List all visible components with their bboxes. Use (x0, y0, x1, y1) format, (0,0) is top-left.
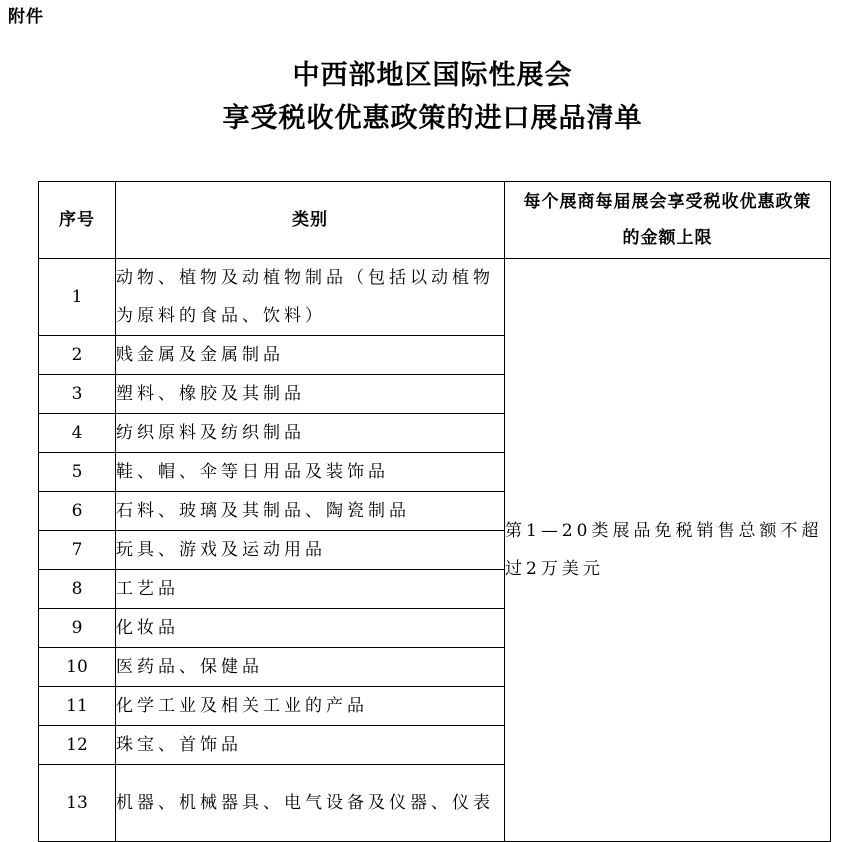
exhibit-list-table (38, 181, 831, 842)
row-number: 10 (39, 648, 116, 687)
document-title-line-2: 享受税收优惠政策的进口展品清单 (222, 103, 643, 134)
tax-limit-cell: 第1—20类展品免税销售总额不超过2万美元 (505, 259, 831, 842)
row-number: 5 (39, 453, 116, 492)
row-number: 8 (39, 570, 116, 609)
attachment-label: 附件 (8, 7, 44, 27)
header-number: 序号 (39, 182, 116, 259)
row-category: 珠宝、首饰品 (116, 726, 505, 765)
row-category: 化学工业及相关工业的产品 (116, 687, 505, 726)
document-title-line-1: 中西部地区国际性展会 (292, 60, 573, 91)
header-category: 类别 (116, 182, 505, 259)
row-number: 12 (39, 726, 116, 765)
row-category: 石料、玻璃及其制品、陶瓷制品 (116, 492, 505, 531)
row-category: 贱金属及金属制品 (116, 336, 505, 375)
row-category: 化妆品 (116, 609, 505, 648)
row-category: 动物、植物及动植物制品（包括以动植物为原料的食品、饮料） (116, 259, 505, 336)
row-number: 4 (39, 414, 116, 453)
row-category: 机器、机械器具、电气设备及仪器、仪表 (116, 765, 505, 842)
row-category: 玩具、游戏及运动用品 (116, 531, 505, 570)
row-number: 7 (39, 531, 116, 570)
row-number: 9 (39, 609, 116, 648)
row-category: 鞋、帽、伞等日用品及装饰品 (116, 453, 505, 492)
row-number: 1 (39, 259, 116, 336)
table-header-row (39, 182, 831, 259)
row-category: 塑料、橡胶及其制品 (116, 375, 505, 414)
row-number: 2 (39, 336, 116, 375)
row-category: 纺织原料及纺织制品 (116, 414, 505, 453)
row-category: 医药品、保健品 (116, 648, 505, 687)
row-number: 13 (39, 765, 116, 842)
row-number: 11 (39, 687, 116, 726)
row-number: 6 (39, 492, 116, 531)
row-category: 工艺品 (116, 570, 505, 609)
row-number: 3 (39, 375, 116, 414)
table-row (39, 259, 831, 336)
header-limit: 每个展商每届展会享受税收优惠政策的金额上限 (505, 182, 831, 259)
